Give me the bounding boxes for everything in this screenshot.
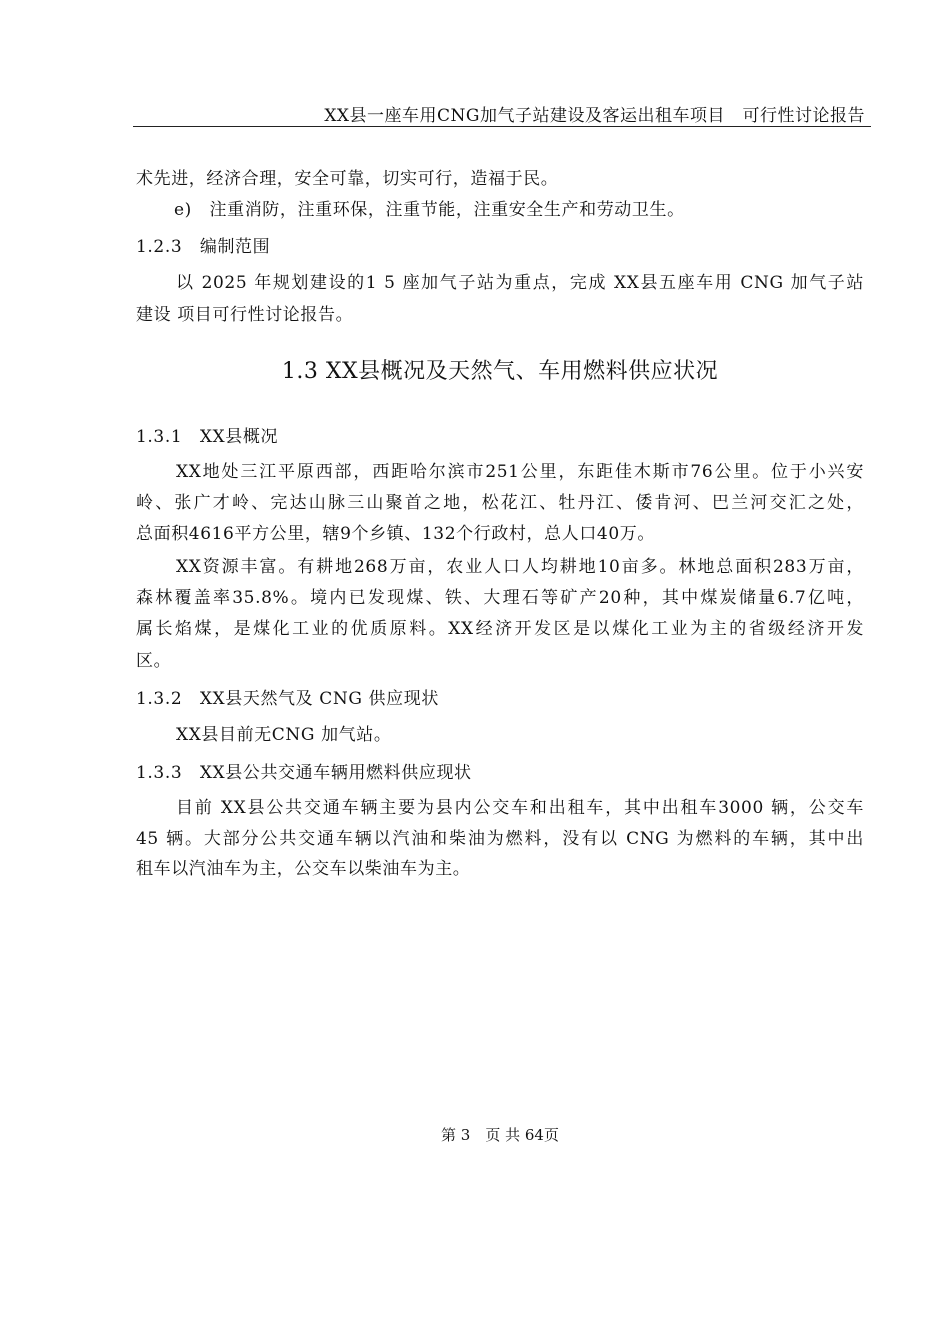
page-number: 第 3 页 共 64页 <box>441 1126 559 1144</box>
paragraph-line: XX县目前无CNG 加气站。 <box>176 725 392 745</box>
paragraph-line: 区。 <box>136 651 172 671</box>
heading-1-3-1: 1.3.1 XX县概况 <box>136 427 279 447</box>
paragraph-line: 总面积4616平方公里，辖9个乡镇、132个行政村，总人口40万。 <box>136 524 655 544</box>
heading-1-3-3: 1.3.3 XX县公共交通车辆用燃料供应现状 <box>136 763 472 783</box>
running-header: XX县一座车用CNG加气子站建设及客运出租车项目 可行性讨论报告 <box>324 106 865 126</box>
paragraph-line: 以 2025 年规划建设的1 5 座加气子站为重点，完成 XX县五座车用 CNG 加气子站 <box>176 273 864 293</box>
header-rule <box>133 126 871 127</box>
paragraph-line: 岭、张广才岭、完达山脉三山聚首之地，松花江、牡丹江、倭肯河、巴兰河交汇之处， <box>136 493 864 513</box>
paragraph-line: 建设 项目可行性讨论报告。 <box>136 305 354 325</box>
paragraph-line: XX地处三江平原西部，西距哈尔滨市251公里，东距佳木斯市76公里。位于小兴安 <box>176 462 864 482</box>
heading-1-3-2: 1.3.2 XX县天然气及 CNG 供应现状 <box>136 689 439 709</box>
paragraph-line: 森林覆盖率35.8%。境内已发现煤、铁、大理石等矿产20种，其中煤炭储量6.7亿吨， <box>136 588 864 608</box>
paragraph-line: 目前 XX县公共交通车辆主要为县内公交车和出租车，其中出租车3000 辆，公交车 <box>176 798 864 818</box>
section-title-1-3: 1.3 XX县概况及天然气、车用燃料供应状况 <box>281 359 719 384</box>
paragraph-line: 术先进，经济合理，安全可靠，切实可行，造福于民。 <box>136 169 559 189</box>
paragraph-line: 租车以汽油车为主，公交车以柴油车为主。 <box>136 859 471 879</box>
paragraph-line: 45 辆。大部分公共交通车辆以汽油和柴油为燃料，没有以 CNG 为燃料的车辆，其中出 <box>136 829 864 849</box>
paragraph-line: XX资源丰富。有耕地268万亩，农业人口人均耕地10亩多。林地总面积283万亩， <box>176 557 864 577</box>
heading-1-2-3: 1.2.3 编制范围 <box>136 237 271 257</box>
paragraph-line: 属长焰煤，是煤化工业的优质原料。XX经济开发区是以煤化工业为主的省级经济开发 <box>136 619 864 639</box>
list-item-e: e) 注重消防，注重环保，注重节能，注重安全生产和劳动卫生。 <box>174 200 685 220</box>
